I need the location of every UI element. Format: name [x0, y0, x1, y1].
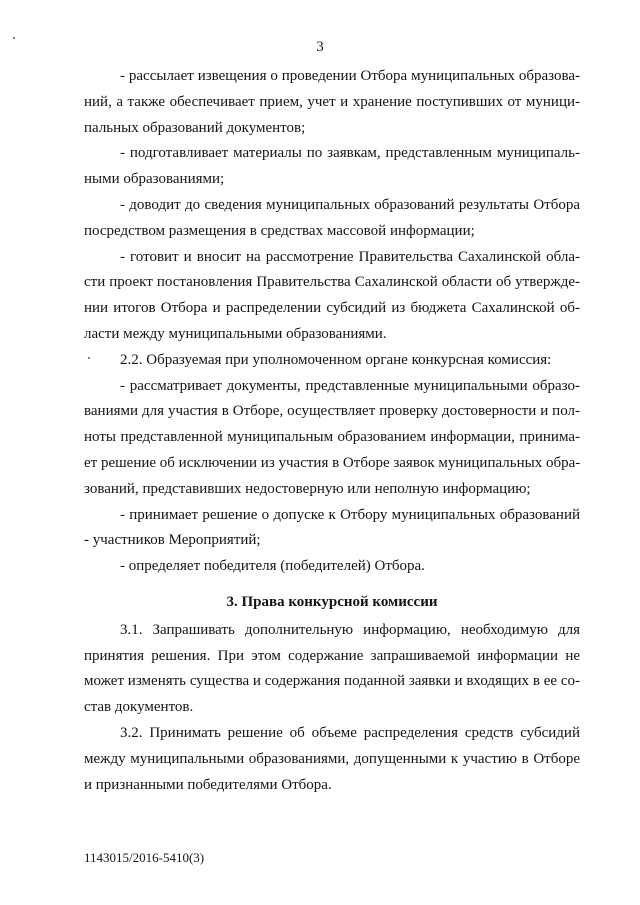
paragraph-line: - рассматривает документы, представленные муниципальными образо-: [120, 377, 580, 394]
paragraph-line: принятия решения. При этом содержание запрашиваемой информации не: [84, 647, 580, 664]
section-heading: 3. Права конкурсной комиссии: [226, 593, 438, 610]
paragraph-line: 2.2. Образуемая при уполномоченном органе конкурсная комиссия:: [120, 351, 552, 368]
paragraph-line: - определяет победителя (победителей) Отбора.: [120, 558, 425, 575]
paragraph-line: сти проект постановления Правительства Сахалинской области об утвержде-: [84, 274, 580, 291]
paragraph-line: - рассылает извещения о проведении Отбора муниципальных образова-: [120, 68, 580, 84]
document-body: [84, 64, 580, 798]
paragraph-line: ноты представленной муниципальным образованием информации, принима-: [84, 429, 580, 446]
paragraph-line: зований, представивших недостоверную или неполную информацию;: [84, 480, 531, 497]
paragraph-line: став документов.: [84, 699, 194, 716]
page-number: 3: [316, 39, 324, 55]
paragraph-line: и признанными победителями Отбора.: [84, 776, 332, 793]
paragraph-line: - подготавливает материалы по заявкам, представленным муниципаль-: [120, 145, 580, 162]
paragraph-line: ет решение об исключении из участия в Отборе заявок муниципальных обра-: [84, 454, 580, 471]
paragraph-line: пальных образований документов;: [84, 119, 306, 136]
paragraph-line: нии итогов Отбора и распределении субсидий из бюджета Сахалинской об-: [84, 300, 580, 317]
paragraph-line: ний, а также обеспечивает прием, учет и хранение поступивших от муници-: [84, 93, 580, 110]
paragraph-line: - доводит до сведения муниципальных образований результаты Отбора: [120, 196, 580, 213]
paragraph-line: посредством размещения в средствах массовой информации;: [84, 222, 475, 239]
document-code-footer: 1143015/2016-5410(3): [84, 850, 205, 865]
paragraph-line: 3.2. Принимать решение об объеме распределения средств субсидий: [120, 724, 580, 741]
paragraph-line: - принимает решение о допуске к Отбору муниципальных образований: [120, 506, 580, 523]
paragraph-line: между муниципальными образованиями, допущенными к участию в Отборе: [84, 750, 580, 767]
paragraph-line: 3.1. Запрашивать дополнительную информацию, необходимую для: [120, 621, 580, 638]
paragraph-line: ласти между муниципальными образованиями.: [84, 325, 387, 342]
paragraph-line: - готовит и вносит на рассмотрение Правительства Сахалинской обла-: [120, 248, 580, 265]
paragraph-line: ными образованиями;: [84, 171, 225, 188]
paragraph-line: - участников Мероприятий;: [84, 532, 261, 549]
paragraph-line: ваниями для участия в Отборе, осуществляет проверку достоверности и пол-: [84, 403, 580, 420]
paragraph-line: может изменять существа и содержания поданной заявки и входящих в ее со-: [84, 673, 580, 690]
